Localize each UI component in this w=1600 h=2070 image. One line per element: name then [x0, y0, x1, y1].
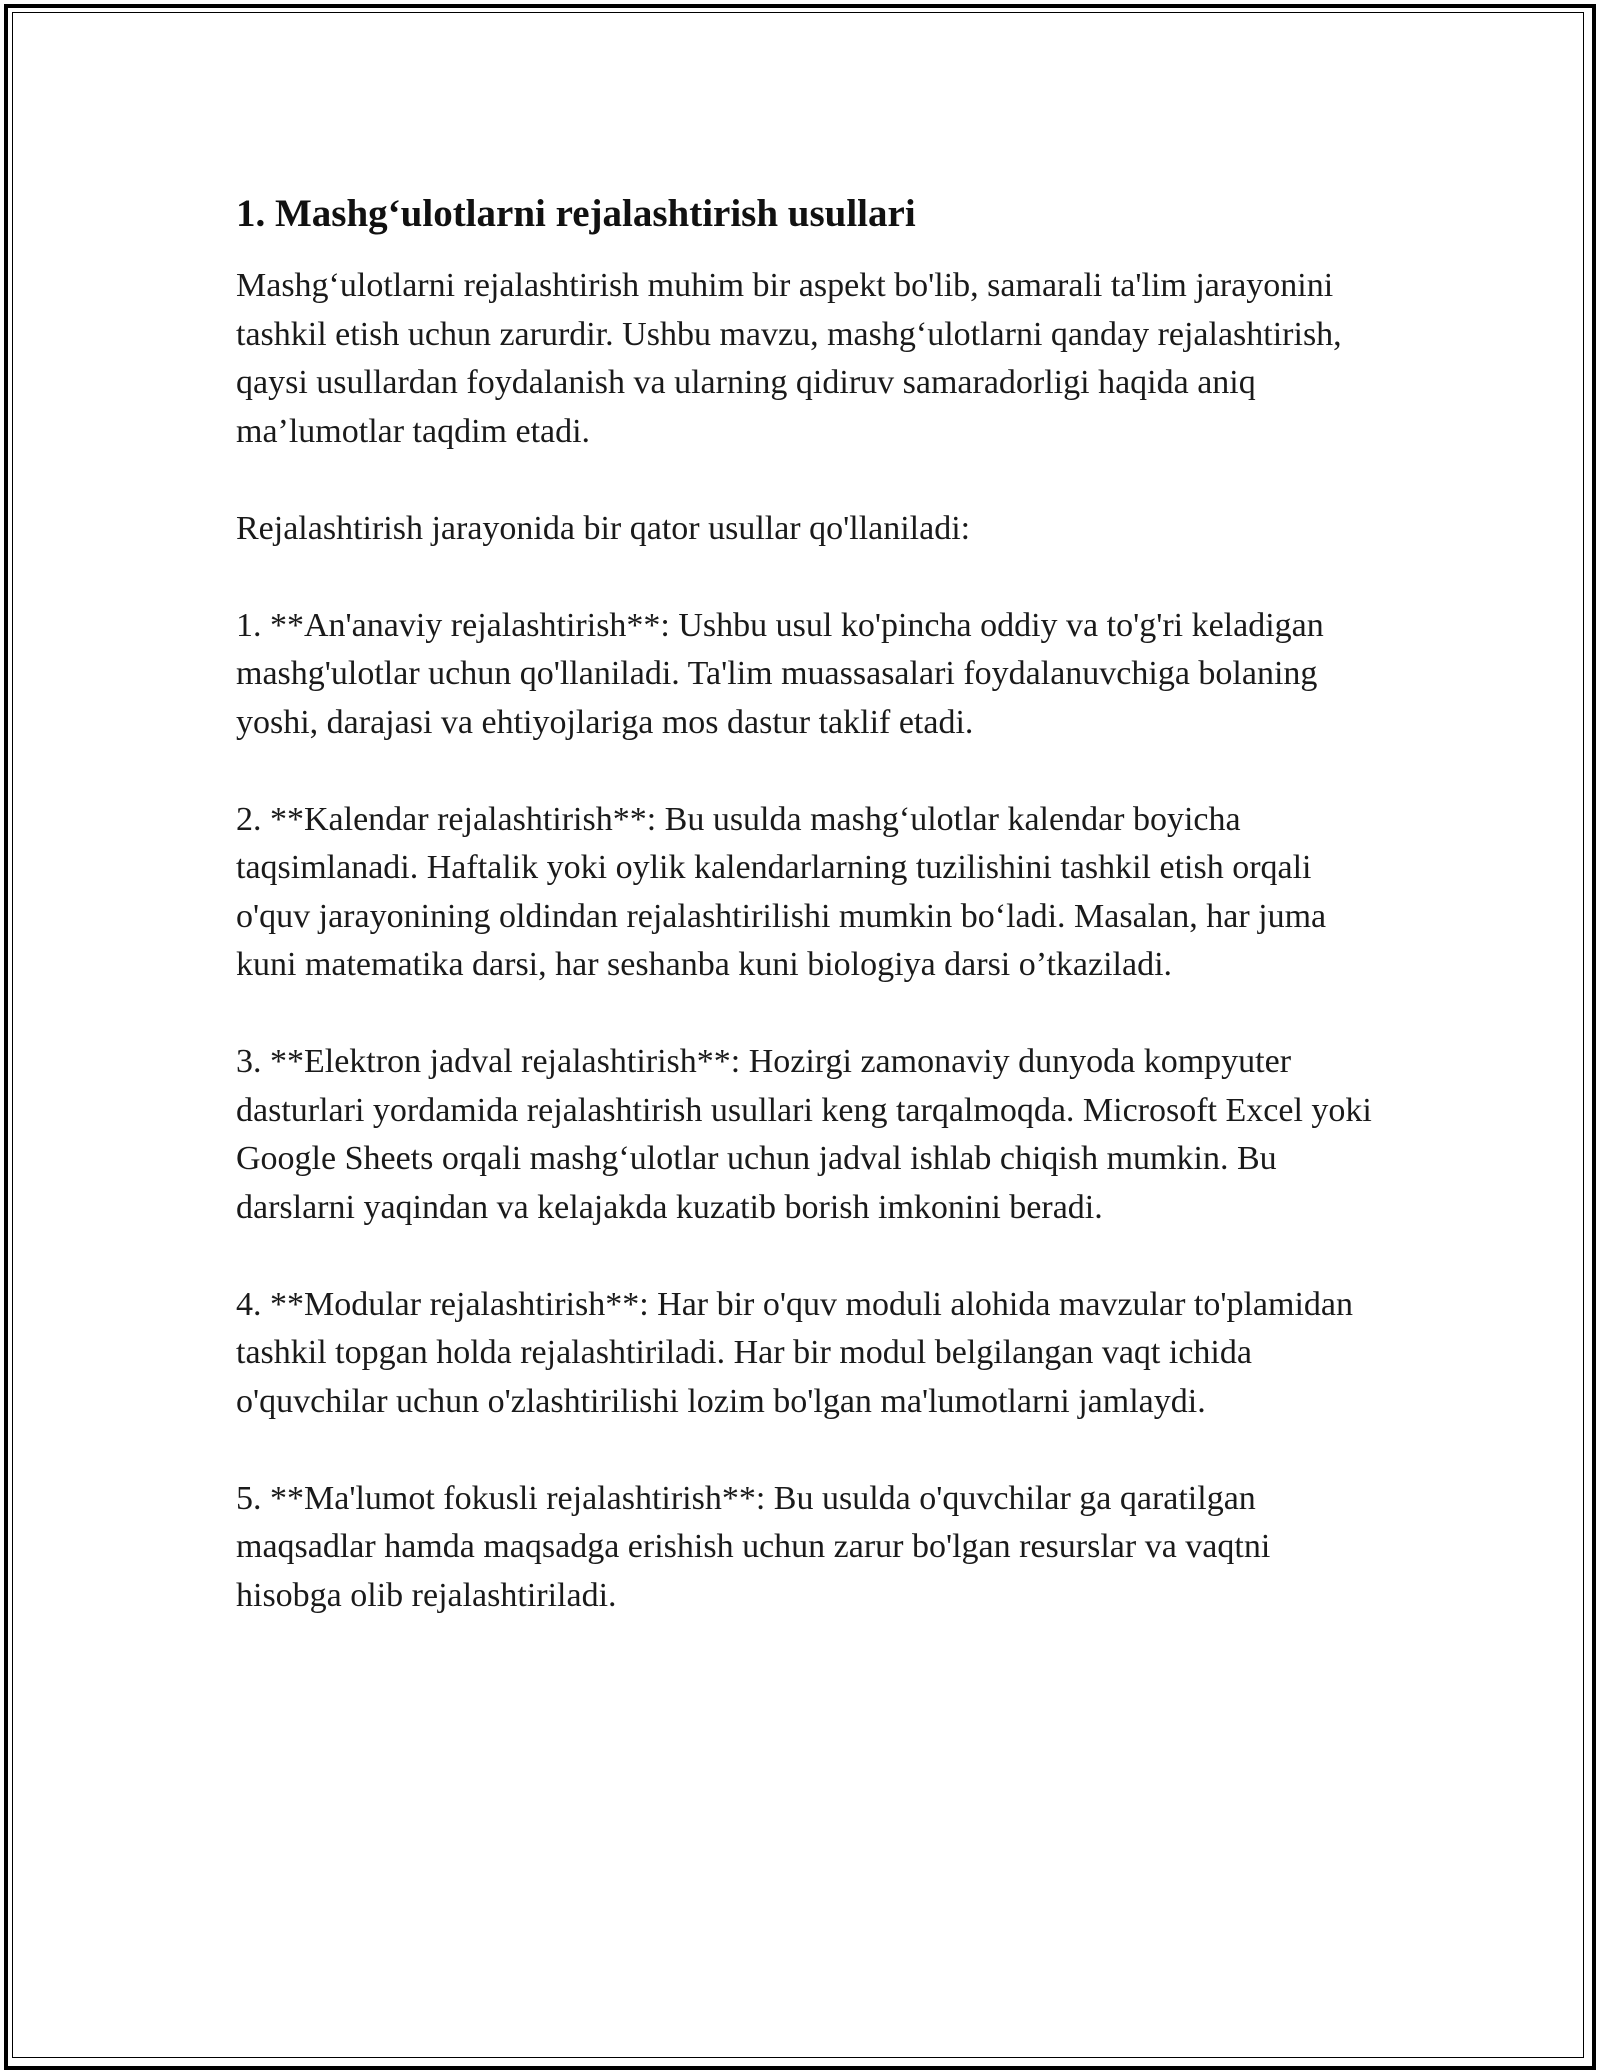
- page-title: 1. Mashg‘ulotlarni rejalashtirish usullari: [236, 192, 916, 235]
- list-item-modular: 4. **Modular rejalashtirish**: Har bir o'quv moduli alohida mavzular to'plamidan tashkil topgan holda rejalashtiriladi. Har bir modul belgilangan vaqt ichida o'quvchilar uchun o'zlashtirilishi lozim bo'lgan ma'lumotlarni jamlaydi.: [236, 1285, 1354, 1420]
- intro-paragraph: Mashg‘ulotlarni rejalashtirish muhim bir aspekt bo'lib, samarali ta'lim jarayonini tashkil etish uchun zarurdir. Ushbu mavzu, mashg‘ulotlarni qanday rejalashtirish, qaysi usullardan foydalanish va ularning qidiruv samaradorligi haqida aniq ma’lumotlar taqdim etadi.: [236, 267, 1342, 450]
- document-body: [236, 188, 1376, 1620]
- list-item-traditional: 1. **An'anaviy rejalashtirish**: Ushbu usul ko'pincha oddiy va to'g'ri keladigan mashg'ulotlar uchun qo'llaniladi. Ta'lim muassasalari foydalanuvchiga bolaning yoshi, darajasi va ehtiyojlariga mos dastur taklif etadi.: [236, 606, 1324, 741]
- list-item-data-focused: 5. **Ma'lumot fokusli rejalashtirish**: Bu usulda o'quvchilar ga qaratilgan maqsadlar hamda maqsadga erishish uchun zarur bo'lgan resurslar va vaqtni hisobga olib rejalashtiriladi.: [236, 1479, 1271, 1614]
- list-item-calendar: 2. **Kalendar rejalashtirish**: Bu usulda mashg‘ulotlar kalendar boyicha taqsimlanadi. Haftalik yoki oylik kalendarlarning tuzilishini tashkil etish orqali o'quv jarayonining oldindan rejalashtirilishi mumkin bo‘ladi. Masalan, har juma kuni matematika darsi, har seshanba kuni biologiya darsi o’tkaziladi.: [236, 800, 1327, 983]
- list-item-spreadsheet: 3. **Elektron jadval rejalashtirish**: Hozirgi zamonaviy dunyoda kompyuter dasturlari yordamida rejalashtirish usullari keng tarqalmoqda. Microsoft Excel yoki Google Sheets orqali mashg‘ulotlar uchun jadval ishlab chiqish mumkin. Bu darslarni yaqindan va kelajakda kuzatib borish imkonini beradi.: [236, 1043, 1372, 1226]
- list-intro-paragraph: Rejalashtirish jarayonida bir qator usullar qo'llaniladi:: [236, 509, 971, 547]
